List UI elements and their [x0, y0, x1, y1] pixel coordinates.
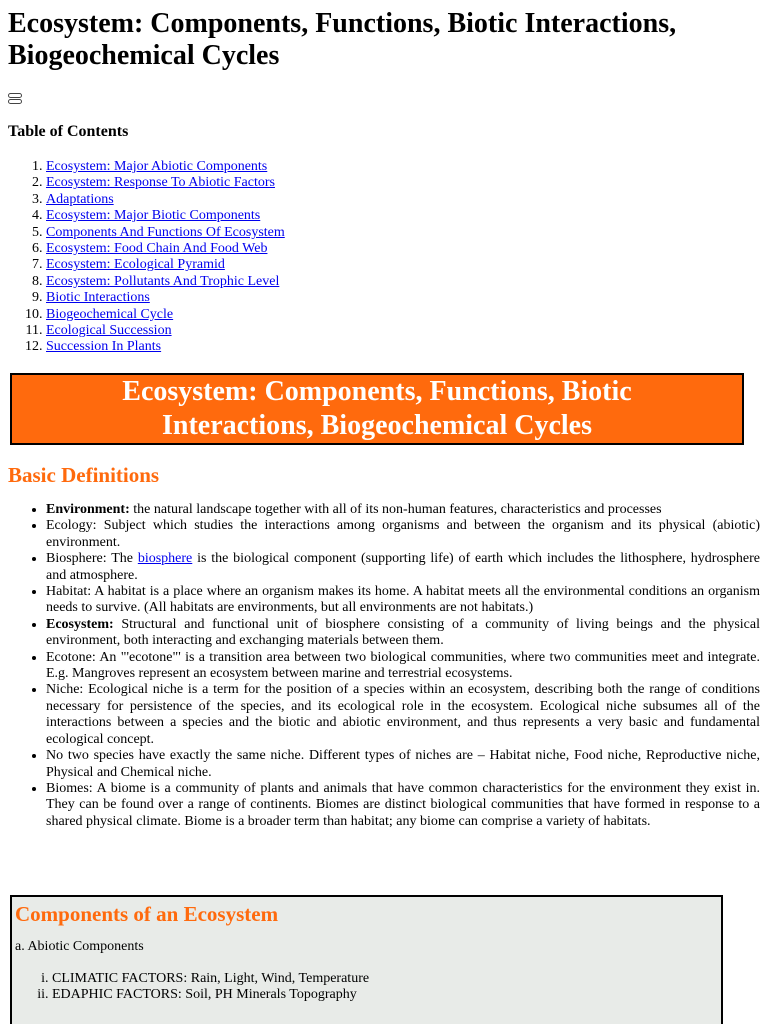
toc-link[interactable]: Ecosystem: Ecological Pyramid: [46, 257, 225, 273]
definition-item: [46, 617, 760, 650]
definition-text: No two species have exactly the same niche. Different types of niches are – Habitat niche, Food niche, Reproductive niche, Physical and Chemical niche.: [46, 748, 760, 780]
page-title: Ecosystem: Components, Functions, Biotic Interactions, Biogeochemical Cycles: [8, 8, 677, 71]
list-item: i. CLIMATIC FACTORS: Rain, Light, Wind, Temperature: [52, 971, 369, 987]
definition-text: is the biological component (supporting life) of earth which includes the lithosphere, hydrosphere and atmosphere.: [46, 551, 761, 583]
toc-link[interactable]: Ecosystem: Major Biotic Components: [46, 208, 261, 224]
toc-link[interactable]: Adaptations: [46, 191, 114, 207]
toc-item: [46, 192, 285, 208]
definition-text: Habitat: A habitat is a place where an organism makes its home. A habitat meets all the environmental conditions an organism needs to survive. (All habitats are environments, but all environments are not habitats.): [46, 584, 760, 616]
toc-heading: Table of Contents: [8, 123, 129, 140]
toc-item: [46, 339, 285, 355]
definition-text: Ecotone: An "'ecotone"' is a transition area between two biological communities, where two communities meet and integrate. E.g. Mangroves represent an ecosystem between marine and terrestrial ecosystems.: [46, 649, 760, 682]
toc-link[interactable]: Ecosystem: Pollutants And Trophic Level: [46, 273, 280, 289]
toc-link[interactable]: Ecosystem: Food Chain And Food Web: [46, 241, 268, 257]
toc-item: [46, 159, 285, 175]
toc-list: [0, 159, 285, 356]
toc-item: [46, 274, 285, 290]
toc-link[interactable]: Ecosystem: Response To Abiotic Factors: [46, 175, 275, 191]
toc-item: [46, 307, 285, 323]
toc-link[interactable]: Ecosystem: Major Abiotic Components: [46, 159, 268, 174]
toc-toggle-icon[interactable]: [8, 93, 22, 104]
definition-item: [46, 650, 760, 683]
definition-text: Biomes: A biome is a community of plants and animals that have common characteristics for the environment they exist in. They can be found over a range of continents. Biomes are distinct biological communities that have formed in response to a shared physical climate. Biome is a broader term than habitat; any biome can comprise a variety of habitats.: [46, 780, 760, 829]
toc-link[interactable]: Biotic Interactions: [46, 290, 150, 306]
definition-text: Niche: Ecological niche is a term for the position of a species within an ecosystem, describing both the range of conditions necessary for persistence of the species, and its ecological role in the ecosystem. Ecological niche subsumes all of the interactions between a species and the biotic and abiotic environment, and thus represents a very basic and fundamental ecological concept.: [46, 682, 760, 747]
toc-item: [46, 257, 285, 273]
components-box: [10, 895, 723, 1024]
article-banner: [10, 373, 744, 445]
definition-text: Structural and functional unit of biosphere consisting of a community of living beings and the physical environment, both interacting and exchanging materials between them.: [46, 616, 760, 649]
toc-item: [46, 225, 285, 241]
toc-item: [46, 323, 285, 339]
toc-item: [46, 241, 285, 257]
definition-item: [46, 518, 760, 551]
abiotic-factors-list: [12, 971, 369, 1004]
definition-item: [46, 584, 760, 617]
definition-item: [46, 748, 760, 781]
definition-text: Biosphere: The: [46, 551, 138, 567]
list-item: ii. EDAPHIC FACTORS: Soil, PH Minerals Topography: [52, 987, 369, 1003]
definition-term: Ecosystem:: [46, 616, 114, 632]
biosphere-link[interactable]: biosphere: [137, 551, 193, 567]
toc-link[interactable]: Components And Functions Of Ecosystem: [46, 224, 285, 240]
toc-link[interactable]: Ecological Succession: [46, 323, 172, 339]
toc-item: [46, 290, 285, 306]
toc-link[interactable]: Succession In Plants: [46, 339, 162, 355]
definition-item: [46, 682, 760, 748]
definition-item: [46, 502, 760, 518]
components-heading: Components of an Ecosystem: [15, 902, 279, 926]
basic-definitions-heading: Basic Definitions: [8, 463, 160, 487]
banner-title: Ecosystem: Components, Functions, Biotic Interactions, Biogeochemical Cycles: [122, 376, 632, 441]
toc-item: [46, 208, 285, 224]
toc-link[interactable]: Biogeochemical Cycle: [46, 306, 174, 322]
definitions-list: [0, 502, 760, 830]
definition-text: the natural landscape together with all of its non-human features, characteristics and processes: [129, 502, 662, 517]
definition-item: [46, 781, 760, 830]
definition-text: Ecology: Subject which studies the interactions among organisms and between the organism and its physical (abiotic) environment.: [46, 518, 760, 550]
definition-item: [46, 551, 760, 584]
toc-item: [46, 175, 285, 191]
abiotic-subheading: a. Abiotic Components: [15, 939, 144, 954]
definition-term: Environment:: [46, 502, 130, 517]
